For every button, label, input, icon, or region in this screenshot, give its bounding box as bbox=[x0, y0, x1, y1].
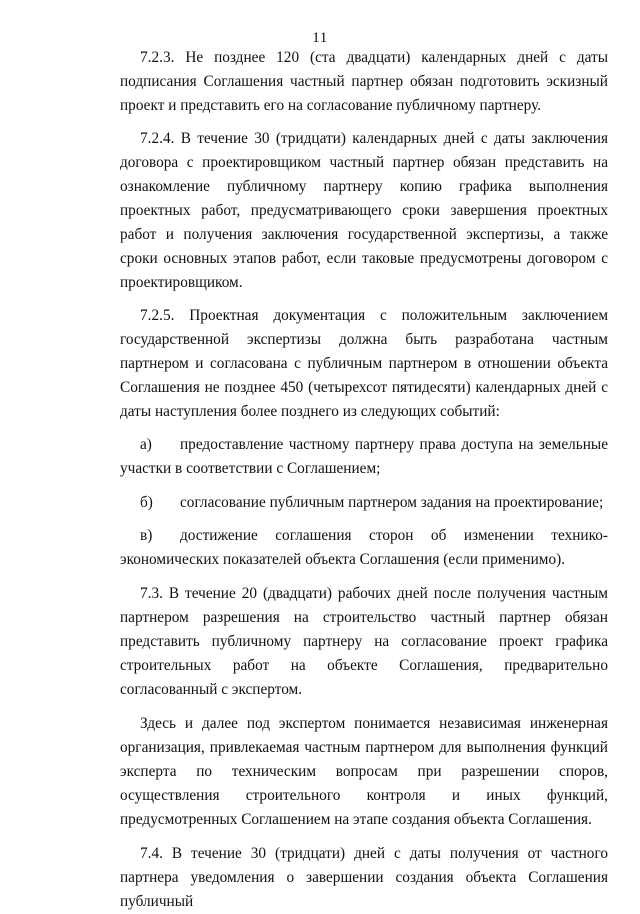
list-item-a-text: предоставление частному партнеру права доступа на земельные участки в соответствии с Соглашением; bbox=[120, 436, 608, 477]
paragraph-7-4: 7.4. В течение 30 (тридцати) дней с даты получения от частного партнера уведомления о завершении создания объекта Соглашения публичный bbox=[120, 845, 608, 910]
list-item-c-text: достижение соглашения сторон об изменении технико-экономических показателей объекта Соглашения (если применимо). bbox=[120, 527, 608, 568]
paragraph-expert-definition: Здесь и далее под экспертом понимается независимая инженерная организация, привлекаемая частным партнером для выполнения функций эксперта по техническим вопросам при разрешении споров, осуществления строительного контроля и иных функций, предусмотренных Соглашением на этапе создания объекта Соглашения. bbox=[120, 715, 608, 828]
paragraph-7-2-4: 7.2.4. В течение 30 (тридцати) календарных дней с даты заключения договора с проектировщиком частный партнер обязан представить на ознакомление публичному партнеру копию графика выполнения проектных работ, предусматривающего сроки завершения проектных работ и получения заключения государственной экспертизы, а также сроки основных этапов работ, если таковые предусмотрены договором с проектировщиком. bbox=[120, 130, 608, 291]
list-item-c bbox=[120, 524, 608, 572]
paragraph-7-3: 7.3. В течение 20 (двадцати) рабочих дней после получения частным партнером разрешения на строительство частный партнер обязан представить публичному партнеру на согласование проект графика строительных работ на объекте Соглашения, предварительно согласованный с экспертом. bbox=[120, 585, 608, 698]
list-marker-c: в) bbox=[140, 527, 153, 544]
paragraph-7-2-3: 7.2.3. Не позднее 120 (ста двадцати) календарных дней с даты подписания Соглашения частный партнер обязан подготовить эскизный проект и представить его на согласование публичному партнеру. bbox=[120, 49, 608, 114]
list-marker-b: б) bbox=[140, 494, 153, 511]
list-item-a bbox=[120, 433, 608, 481]
page-number: 11 bbox=[312, 30, 328, 46]
list-item-b bbox=[120, 491, 608, 515]
list-item-b-text: согласование публичным партнером задания на проектирование; bbox=[180, 494, 604, 511]
list-marker-a: а) bbox=[140, 436, 152, 453]
paragraph-7-2-5: 7.2.5. Проектная документация с положительным заключением государственной экспертизы должна быть разработана частным партнером и согласована с публичным партнером в отношении объекта Соглашения не позднее 450 (четырехсот пятидесяти) календарных дней с даты наступления более позднего из следующих событий: bbox=[120, 307, 608, 420]
document-body bbox=[120, 46, 608, 914]
